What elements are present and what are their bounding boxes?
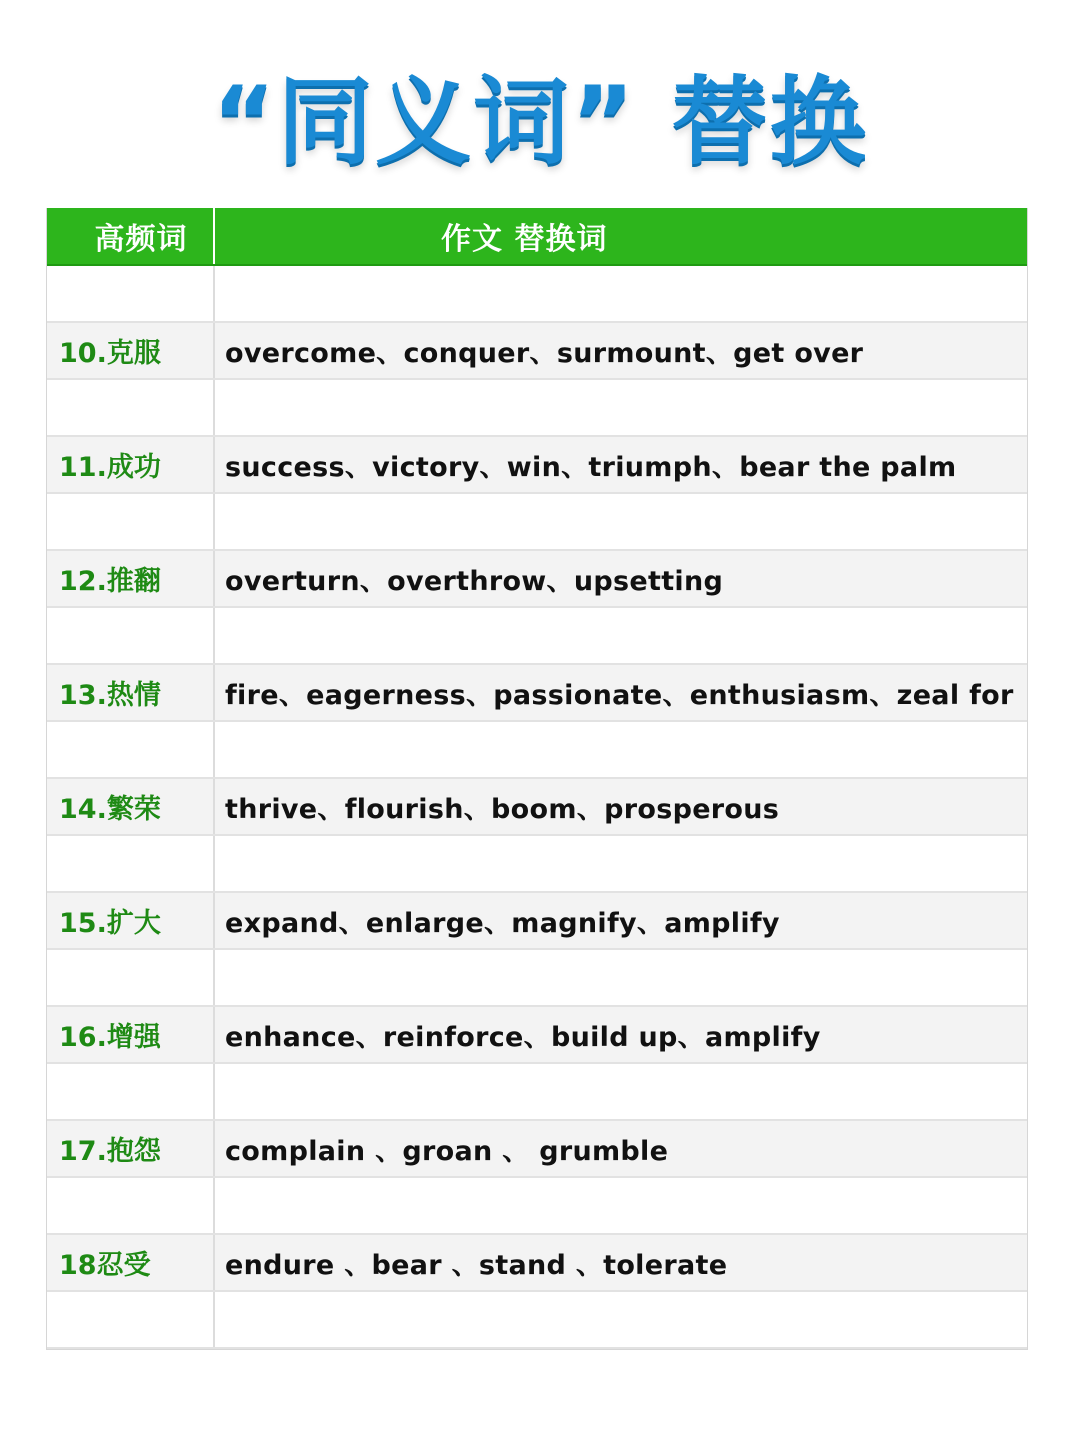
table-row-spacer [47,1292,1027,1349]
table-row-spacer [47,722,1027,779]
table-row [47,323,1027,380]
table-row [47,665,1027,722]
table-row [47,1007,1027,1064]
table-row [47,779,1027,836]
page-title: “同义词” 替换 [212,66,868,178]
header-label-synonyms: 作文 替换词 [441,222,608,257]
word-cell: 12.推翻 [59,566,161,597]
synonyms-cell: overturn、overthrow、upsetting [225,566,724,597]
table-header-row [47,208,1027,266]
table-row-spacer [47,836,1027,893]
word-cell: 10.克服 [59,338,161,369]
table-row-spacer [47,494,1027,551]
word-cell: 13.热情 [59,680,161,711]
header-cell-word [47,208,215,264]
synonym-table [46,208,1028,1350]
synonyms-cell: fire、eagerness、passionate、enthusiasm、zeal for [225,680,1014,711]
synonyms-cell: overcome、conquer、surmount、get over [225,338,864,369]
table-row [47,551,1027,608]
synonyms-cell: endure 、bear 、stand 、tolerate [225,1250,728,1281]
synonyms-cell: success、victory、win、triumph、bear the palm [225,452,957,483]
word-cell: 18忍受 [59,1250,151,1281]
table-row-spacer [47,950,1027,1007]
table-row-spacer [47,608,1027,665]
table-row-spacer [47,380,1027,437]
word-cell: 14.繁荣 [59,794,161,825]
table-row [47,437,1027,494]
header-label-word: 高频词 [94,222,188,257]
word-cell: 16.增强 [59,1022,161,1053]
word-cell: 17.抱怨 [59,1136,161,1167]
synonyms-cell: enhance、reinforce、build up、amplify [225,1022,821,1053]
table-row-spacer [47,1064,1027,1121]
table-row-spacer [47,1178,1027,1235]
table-row [47,893,1027,950]
word-cell: 11.成功 [59,452,161,483]
header-cell-synonyms [215,208,1027,264]
table-row-spacer [47,266,1027,323]
table-row [47,1235,1027,1292]
table-row [47,1121,1027,1178]
synonyms-cell: thrive、flourish、boom、prosperous [225,794,780,825]
synonyms-cell: expand、enlarge、magnify、amplify [225,908,780,939]
word-cell: 15.扩大 [59,908,161,939]
synonyms-cell: complain 、groan 、 grumble [225,1136,669,1167]
